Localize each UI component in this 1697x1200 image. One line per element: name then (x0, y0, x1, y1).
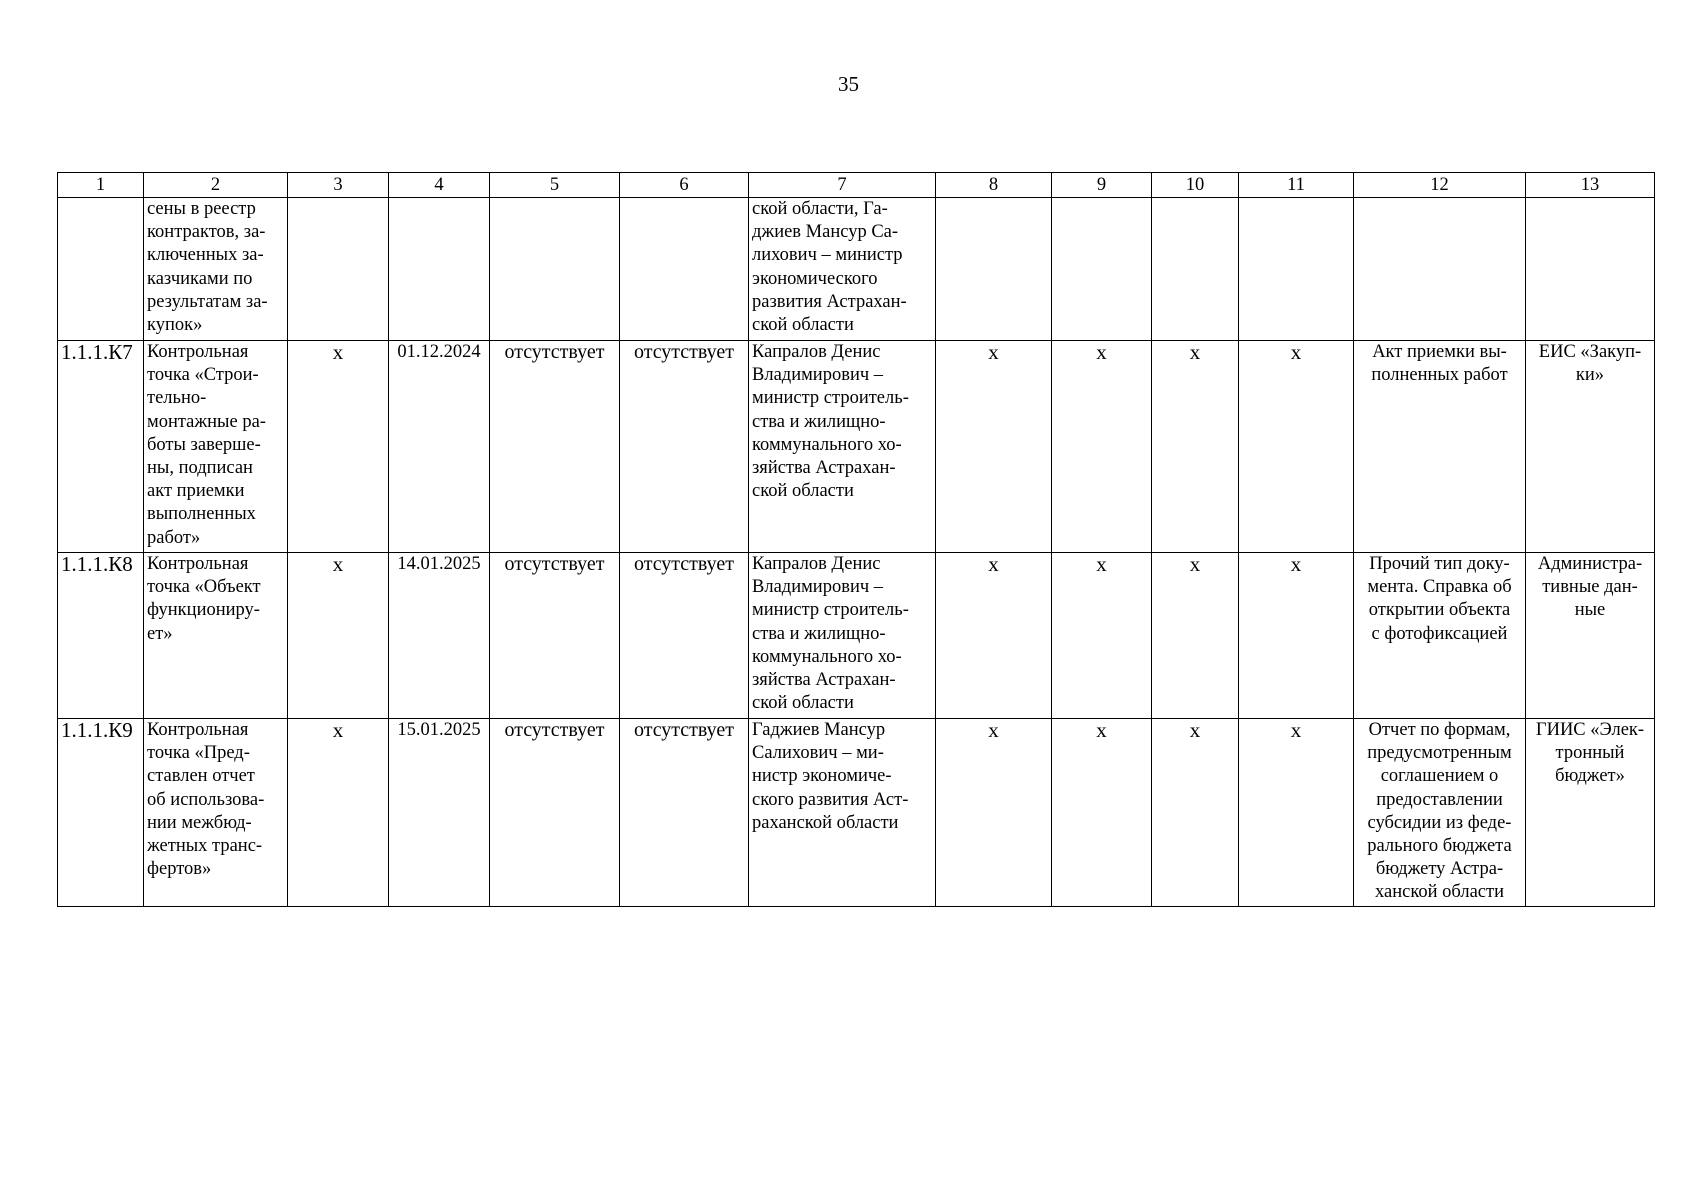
row-responsible: Капралов Денис Владимирович – министр строитель- ства и жилищно- коммунального хо- зяйства Астрахан- ской области (749, 341, 936, 553)
row-responsible: Капралов Денис Владимирович – министр строитель- ства и жилищно- коммунального хо- зяйства Астрахан- ской области (749, 553, 936, 719)
row-doc-type: Прочий тип доку- мента. Справка об открытии объекта с фотофиксацией (1354, 553, 1526, 719)
row-c6: отсутствует (620, 341, 749, 553)
table-row (58, 198, 1655, 341)
row-doc-type: Акт приемки вы- полненных работ (1354, 341, 1526, 553)
row-date (389, 198, 490, 341)
row-code: 1.1.1.К8 (58, 553, 144, 719)
table-row (58, 553, 1655, 719)
row-info-system: Администра- тивные дан- ные (1526, 553, 1655, 719)
header-cell-6: 6 (620, 173, 749, 198)
row-name: Контрольная точка «Пред- ставлен отчет об использова- нии межбюд- жетных транс- фертов» (144, 719, 288, 907)
header-cell-9: 9 (1052, 173, 1152, 198)
header-cell-10: 10 (1152, 173, 1239, 198)
row-date: 01.12.2024 (389, 341, 490, 553)
row-responsible: ской области, Га- джиев Мансур Са- лихович – министр экономического развития Астрахан- ской области (749, 198, 936, 341)
header-cell-2: 2 (144, 173, 288, 198)
row-c5: отсутствует (490, 341, 620, 553)
row-c6: отсутствует (620, 553, 749, 719)
row-c6 (620, 198, 749, 341)
row-c9 (1052, 198, 1152, 341)
row-code (58, 198, 144, 341)
row-c9: х (1052, 341, 1152, 553)
row-info-system (1526, 198, 1655, 341)
row-c11 (1239, 198, 1354, 341)
table-header-row (58, 173, 1655, 198)
row-doc-type (1354, 198, 1526, 341)
row-c5: отсутствует (490, 719, 620, 907)
row-c6: отсутствует (620, 719, 749, 907)
row-name: Контрольная точка «Строи- тельно- монтажные ра- боты заверше- ны, подписан акт приемки выполненных работ» (144, 341, 288, 553)
row-responsible: Гаджиев Мансур Салихович – ми- нистр экономиче- ского развития Аст- раханской области (749, 719, 936, 907)
row-c8: х (936, 553, 1052, 719)
row-c10: х (1152, 719, 1239, 907)
row-c9: х (1052, 719, 1152, 907)
table-row (58, 719, 1655, 907)
row-info-system: ЕИС «Закуп- ки» (1526, 341, 1655, 553)
header-cell-1: 1 (58, 173, 144, 198)
row-c11: х (1239, 553, 1354, 719)
row-code: 1.1.1.К9 (58, 719, 144, 907)
row-c3 (288, 198, 389, 341)
row-c5: отсутствует (490, 553, 620, 719)
table-row (58, 341, 1655, 553)
row-c5 (490, 198, 620, 341)
row-doc-type: Отчет по формам, предусмотренным соглашением о предоставлении субсидии из феде- рального бюджета бюджету Астра- ханской области (1354, 719, 1526, 907)
row-c10 (1152, 198, 1239, 341)
control-points-table (57, 172, 1655, 907)
header-cell-7: 7 (749, 173, 936, 198)
header-cell-12: 12 (1354, 173, 1526, 198)
row-date: 14.01.2025 (389, 553, 490, 719)
header-cell-3: 3 (288, 173, 389, 198)
row-c9: х (1052, 553, 1152, 719)
page-number: 35 (838, 72, 859, 96)
row-info-system: ГИИС «Элек- тронный бюджет» (1526, 719, 1655, 907)
header-cell-11: 11 (1239, 173, 1354, 198)
row-c3: х (288, 719, 389, 907)
row-c8 (936, 198, 1052, 341)
row-c3: х (288, 341, 389, 553)
header-cell-8: 8 (936, 173, 1052, 198)
row-c10: х (1152, 553, 1239, 719)
row-date: 15.01.2025 (389, 719, 490, 907)
row-c10: х (1152, 341, 1239, 553)
row-c3: х (288, 553, 389, 719)
row-c11: х (1239, 341, 1354, 553)
header-cell-13: 13 (1526, 173, 1655, 198)
header-cell-4: 4 (389, 173, 490, 198)
row-c11: х (1239, 719, 1354, 907)
row-name: сены в реестр контрактов, за- ключенных за- казчиками по результатам за- купок» (144, 198, 288, 341)
header-cell-5: 5 (490, 173, 620, 198)
row-name: Контрольная точка «Объект функциониру- ет» (144, 553, 288, 719)
row-c8: х (936, 719, 1052, 907)
row-code: 1.1.1.К7 (58, 341, 144, 553)
row-c8: х (936, 341, 1052, 553)
